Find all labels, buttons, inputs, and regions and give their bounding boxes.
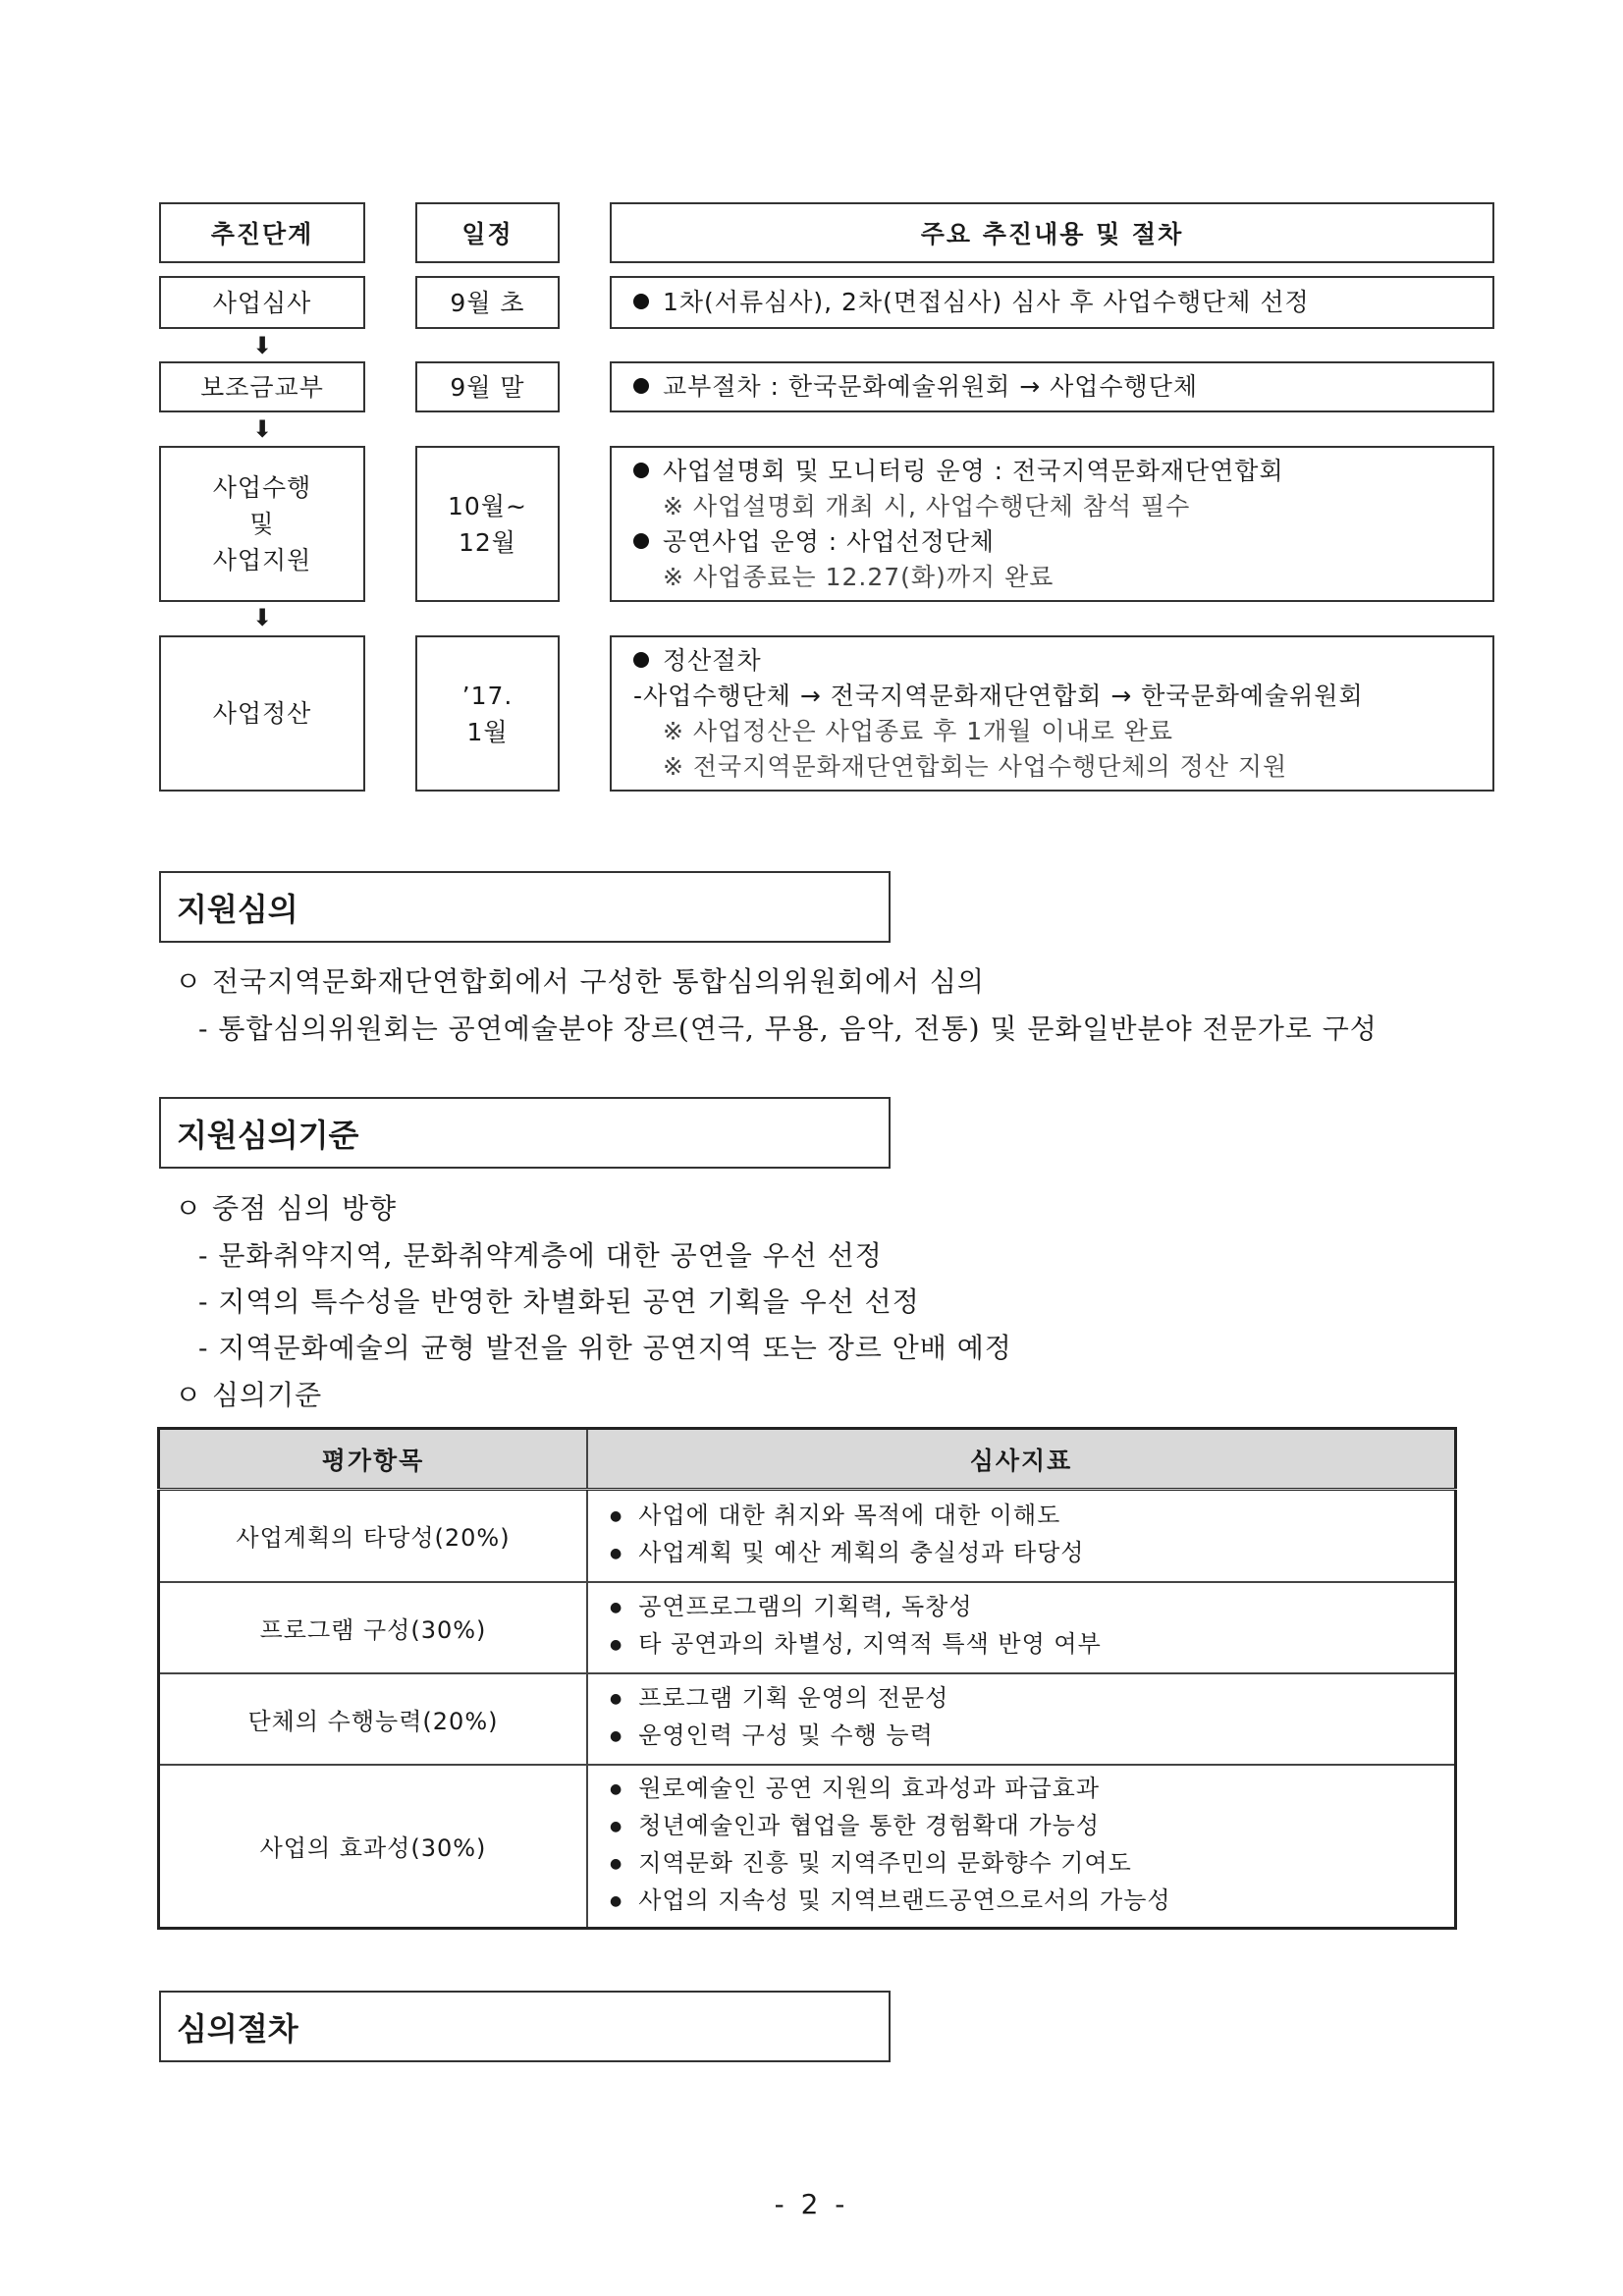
indicator-item: ● 타 공연과의 차별성, 지역적 특색 반영 여부 [610,1627,1454,1665]
table-cell-item: 프로그램 구성(30%) [159,1582,588,1673]
indicator-item: ● 원로예술인 공연 지원의 효과성과 파급효과 [610,1772,1454,1809]
table-cell-indicators [587,1582,1456,1673]
down-arrow-icon: ⬇ [251,332,273,359]
content-line [633,454,1284,489]
section-title-procedure: 심의절차 [159,1991,891,2062]
table-header-indicator: 심사지표 [587,1429,1456,1490]
schedule-label: 12월 [459,527,516,557]
indicator-item: ● 프로그램 기획 운영의 전문성 [610,1681,1454,1719]
table-row [159,1582,1456,1673]
schedule-box-review [415,276,560,329]
stage-label: 사업수행 [212,473,312,502]
indicator-item: ● 사업에 대한 취지와 목적에 대한 이해도 [610,1499,1454,1536]
section-title-review: 지원심의 [159,871,891,943]
schedule-label: 10월~ [448,491,527,520]
down-arrow-icon: ⬇ [251,415,273,443]
content-box-execution [610,446,1494,602]
stage-label: 사업지원 [212,546,312,574]
section-title-criteria: 지원심의기준 [159,1097,891,1169]
content-note: ※ 사업설명회 개최 시, 사업수행단체 참석 필수 [663,491,1191,520]
schedule-header: 일정 [415,202,560,263]
content-note: ※ 사업종료는 12.27(화)까지 완료 [663,562,1055,591]
table-row [159,1673,1456,1765]
criteria-line: - 지역문화예술의 균형 발전을 위한 공연지역 또는 장르 안배 예정 [198,1332,1012,1364]
schedule-label: 9월 말 [450,372,525,402]
table-cell-indicators [587,1490,1456,1582]
bullet-dot-icon [633,294,649,309]
review-line: ㅇ 전국지역문화재단연합회에서 구성한 통합심의위원회에서 심의 [175,965,985,998]
stage-label: 및 [249,510,275,538]
criteria-line: ㅇ 중점 심의 방향 [175,1192,398,1225]
bullet-dot-icon [633,463,649,478]
content-line [633,524,1284,560]
content-line [633,369,1198,405]
stage-box-settlement [159,635,365,792]
table-cell-indicators [587,1673,1456,1765]
content-text: 1차(서류심사), 2차(면접심사) 심사 후 사업수행단체 선정 [663,288,1310,316]
content-line [633,285,1310,320]
content-text: 사업설명회 및 모니터링 운영 : 전국지역문화재단연합회 [663,456,1284,485]
table-cell-item: 사업의 효과성(30%) [159,1765,588,1929]
schedule-box-execution [415,446,560,602]
stage-box-review [159,276,365,329]
bullet-dot-icon [633,378,649,394]
review-line: - 통합심의위원회는 공연예술분야 장르(연극, 무용, 음악, 전통) 및 문화일반분야 전문가로 구성 [198,1012,1378,1045]
table-cell-item: 사업계획의 타당성(20%) [159,1490,588,1582]
stage-box-grant [159,361,365,412]
table-row [159,1765,1456,1929]
content-box-grant [610,361,1494,412]
indicator-item: ● 지역문화 진흥 및 지역주민의 문화향수 기여도 [610,1846,1454,1884]
page-number: - 2 - [774,2188,849,2220]
content-box-review [610,276,1494,329]
content-text: 공연사업 운영 : 사업선정단체 [663,526,996,556]
content-header: 주요 추진내용 및 절차 [610,202,1494,263]
stage-box-execution [159,446,365,602]
indicator-item: ● 공연프로그램의 기획력, 독창성 [610,1590,1454,1627]
indicator-item: ● 사업계획 및 예산 계획의 충실성과 타당성 [610,1536,1454,1573]
bullet-dot-icon [633,652,649,668]
criteria-line: ㅇ 심의기준 [175,1379,323,1411]
indicator-item: ● 운영인력 구성 및 수행 능력 [610,1719,1454,1756]
content-plain-line: -사업수행단체 → 전국지역문화재단연합회 → 한국문화예술위원회 [633,681,1364,710]
criteria-line: - 지역의 특수성을 반영한 차별화된 공연 기획을 우선 선정 [198,1285,920,1318]
criteria-table [157,1427,1457,1930]
schedule-label: 9월 초 [450,288,525,317]
content-box-settlement [610,635,1494,792]
table-row [159,1490,1456,1582]
schedule-label: ’17. [461,681,514,710]
schedule-label: 1월 [466,717,509,746]
table-header-row [159,1429,1456,1490]
indicator-item: ● 청년예술인과 협업을 통한 경험확대 가능성 [610,1809,1454,1846]
down-arrow-icon: ⬇ [251,604,273,631]
table-header-item: 평가항목 [159,1429,588,1490]
schedule-box-settlement [415,635,560,792]
criteria-line: - 문화취약지역, 문화취약계층에 대한 공연을 우선 선정 [198,1239,883,1272]
stage-label: 사업심사 [212,288,312,317]
table-cell-indicators [587,1765,1456,1929]
stage-label: 사업정산 [212,699,312,728]
schedule-box-grant [415,361,560,412]
content-text: 정산절차 [663,645,762,675]
content-line [633,643,1364,679]
content-note: ※ 전국지역문화재단연합회는 사업수행단체의 정산 지원 [663,751,1288,781]
indicator-item: ● 사업의 지속성 및 지역브랜드공연으로서의 가능성 [610,1884,1454,1921]
content-note: ※ 사업정산은 사업종료 후 1개월 이내로 완료 [663,716,1174,745]
stage-label: 보조금교부 [200,372,324,402]
table-cell-item: 단체의 수행능력(20%) [159,1673,588,1765]
content-text: 교부절차 : 한국문화예술위원회 → 사업수행단체 [663,372,1199,401]
bullet-dot-icon [633,533,649,549]
stage-header: 추진단계 [159,202,365,263]
